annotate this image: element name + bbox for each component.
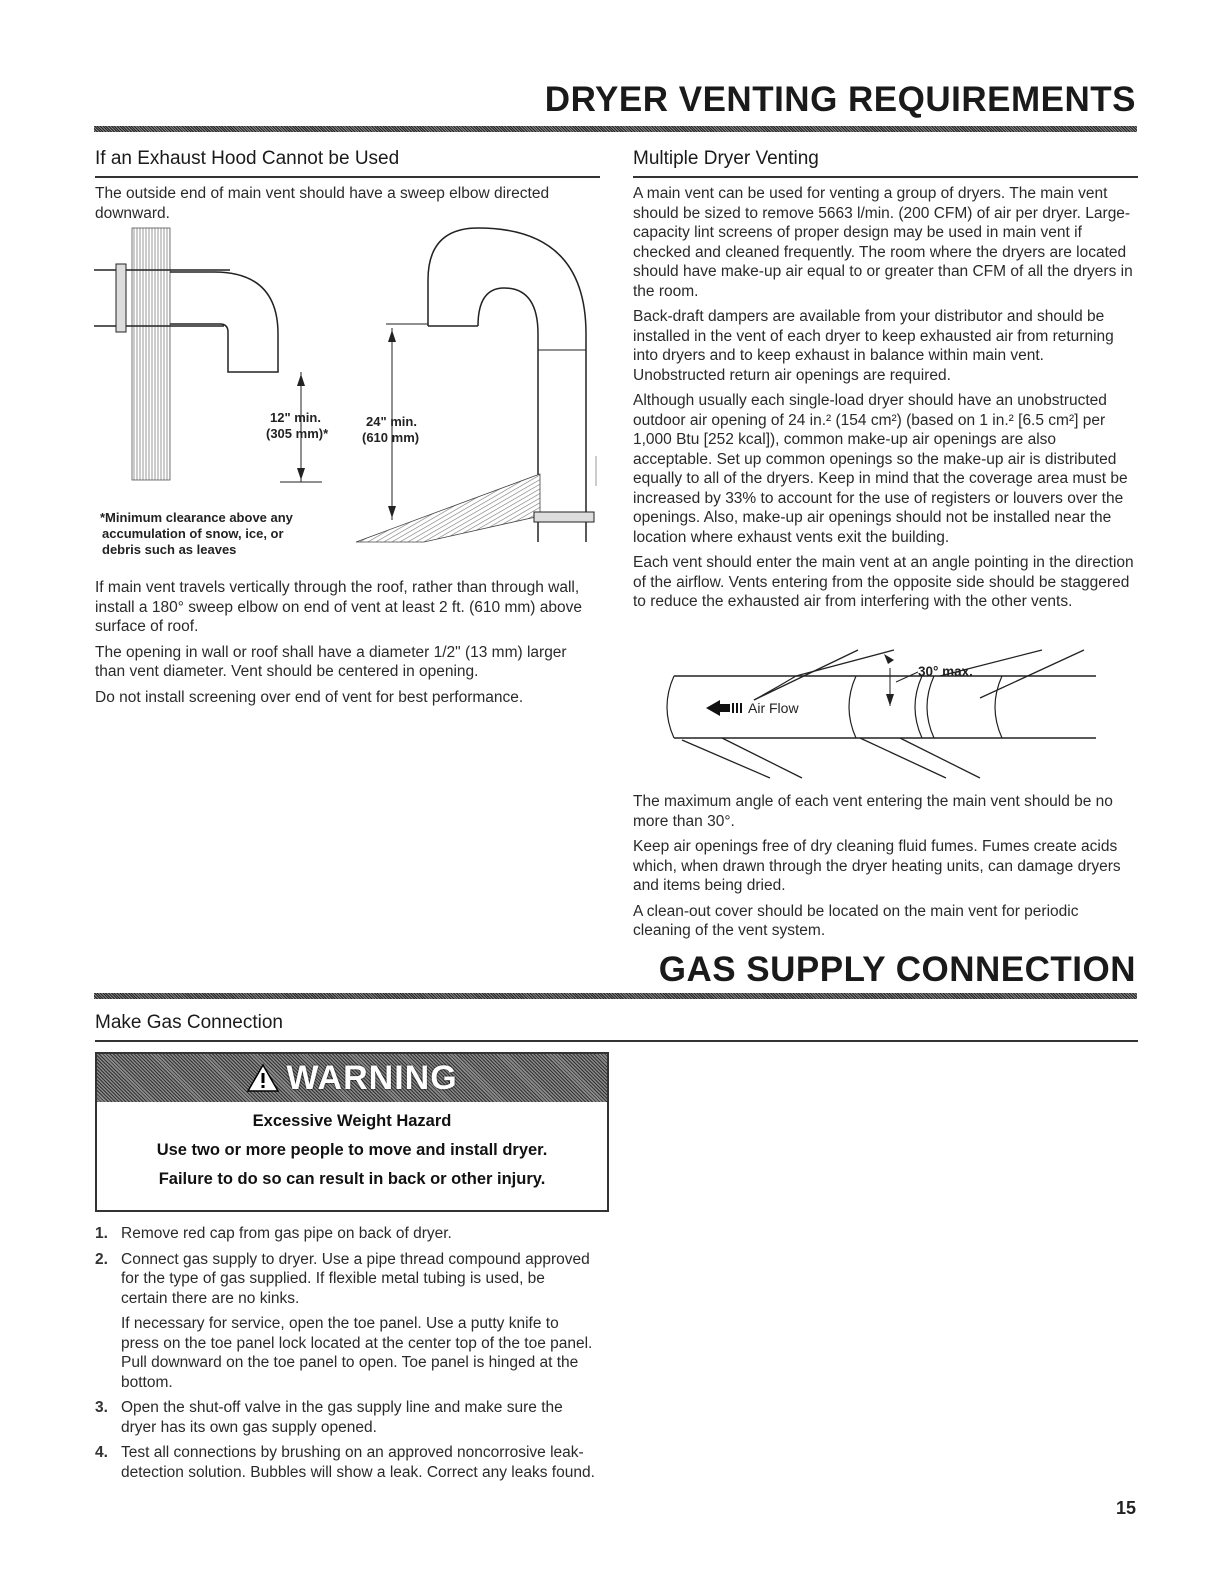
- right-paragraph: The maximum angle of each vent entering the main vent should be no more than 30°.: [633, 793, 1113, 830]
- note-line-3: debris such as leaves: [102, 542, 237, 557]
- heading-rule: [95, 1040, 1138, 1042]
- left-column-lower: [95, 578, 600, 713]
- left-paragraph: Do not install screening over end of vent for best performance.: [95, 688, 524, 706]
- intro-paragraph: The outside end of main vent should have a sweep elbow directed downward.: [95, 185, 550, 222]
- step-note: If necessary for service, open the toe panel. Use a putty knife to press on the toe panel lock located at the center top of the toe panel. Pull downward on the toe panel to open. Toe panel is hinged at the bottom.: [121, 1315, 593, 1391]
- right-paragraph: Each vent should enter the main vent at an angle pointing in the direction of the airflow. Vents entering from the opposite side should be staggered to reduce the exhausted air from interfering with the other vents.: [633, 554, 1134, 610]
- section-heading-exhaust-hood: If an Exhaust Hood Cannot be Used: [95, 148, 400, 169]
- heading-rule: [633, 176, 1138, 178]
- gas-title-rule: [94, 993, 1137, 999]
- note-line-2: accumulation of snow, ice, or: [102, 526, 284, 541]
- hazard-name: Excessive Weight Hazard: [252, 1112, 452, 1130]
- list-item: 3. Open the shut-off valve in the gas supply line and make sure the dryer has its own gas supply opened.: [95, 1399, 563, 1436]
- label-305mm: (305 mm)*: [266, 426, 329, 441]
- page-title: DRYER VENTING REQUIREMENTS: [544, 80, 1136, 119]
- right-paragraph: A clean-out cover should be located on the main vent for periodic cleaning of the vent system.: [633, 902, 1079, 939]
- sweep-elbow-diagram: [94, 224, 604, 564]
- right-paragraph: Keep air openings free of dry cleaning fluid fumes. Fumes create acids which, when drawn through the dryer heating units, can damage dryers and items being dried.: [633, 838, 1121, 894]
- right-paragraph: Back-draft dampers are available from your distributor and should be installed in the vent of each dryer to keep exhausted air from returning into dryers and to keep exhaust in balance within main vent. Unobstructed return air openings are required.: [633, 308, 1114, 384]
- right-paragraph: Although usually each single-load dryer should have an unobstructed outdoor air opening of 24 in.² (154 cm²) (based on 1 in.² [6.5 cm²] per 1,000 Btu [252 kcal]), common make-up air openings are also acceptable. Set up common openings so the make-up air is distributed equally to all of the dryers. Keep in mind that the coverage area must be increased by 33% to account for the use of registers or louvers over the openings. Also, make-up air openings should not be installed near the location where exhaust vents exit the building.: [633, 392, 1128, 546]
- warning-triangle-icon: [246, 1063, 280, 1093]
- warning-title: WARNING: [286, 1058, 458, 1097]
- warning-box: [95, 1052, 609, 1212]
- label-24-min: 24" min.: [366, 414, 417, 429]
- left-paragraph: The opening in wall or roof shall have a diameter 1/2" (13 mm) larger than vent diameter. Vent should be centered in opening.: [95, 643, 567, 680]
- multiple-vent-diagram: [650, 648, 1100, 784]
- label-12-min: 12" min.: [270, 410, 321, 425]
- heading-rule: [95, 176, 600, 178]
- make-gas-connection-heading: Make Gas Connection: [95, 1012, 283, 1033]
- air-flow-label: Air Flow: [748, 700, 799, 716]
- section-heading-multiple-venting: Multiple Dryer Venting: [633, 148, 819, 169]
- gas-steps: [95, 1224, 595, 1488]
- wall: [132, 228, 170, 480]
- page-number: 15: [1115, 1498, 1136, 1518]
- warning-line-1: Use two or more people to move and install dryer.: [156, 1141, 548, 1159]
- label-610mm: (610 mm): [362, 430, 420, 445]
- right-column: [633, 148, 1138, 618]
- right-column-lower: [633, 792, 1138, 947]
- left-paragraph: If main vent travels vertically through the roof, rather than through wall, install a 180° sweep elbow on end of vent at least 2 ft. (610 mm) above surface of roof.: [95, 579, 582, 635]
- note-line-1: *Minimum clearance above any: [100, 510, 293, 525]
- angle-label: 30° max.: [918, 664, 973, 679]
- title-rule: [94, 126, 1137, 132]
- warning-header: [97, 1054, 607, 1102]
- warning-line-2: Failure to do so can result in back or other injury.: [158, 1170, 546, 1188]
- air-flow-arrow-icon: [706, 700, 720, 716]
- left-column: [95, 148, 600, 229]
- roof: [356, 474, 540, 542]
- list-item: 1. Remove red cap from gas pipe on back of dryer.: [95, 1225, 452, 1242]
- list-item: 2. Connect gas supply to dryer. Use a pipe thread compound approved for the type of gas supplied. If flexible metal tubing is used, be certain there are no kinks. If necessary for service, open the toe panel. Use a putty knife to press on the toe panel lock located at the center top of the toe panel. Pull downward on the toe panel to open. Toe panel is hinged at the bottom.: [95, 1250, 595, 1393]
- right-paragraph: A main vent can be used for venting a group of dryers. The main vent should be sized to remove 5663 l/min. (200 CFM) of air per dryer. Large-capacity lint screens of proper design may be used in main vent if checked and cleaned frequently. The room where the dryers are located should have make-up air equal to or greater than CFM of all the dryers in the room.: [633, 185, 1133, 300]
- gas-section-title: GAS SUPPLY CONNECTION: [658, 950, 1136, 989]
- list-item: 4. Test all connections by brushing on an approved noncorrosive leak-detection solution. Bubbles will show a leak. Correct any leaks found.: [95, 1444, 595, 1481]
- warning-body: [97, 1112, 607, 1189]
